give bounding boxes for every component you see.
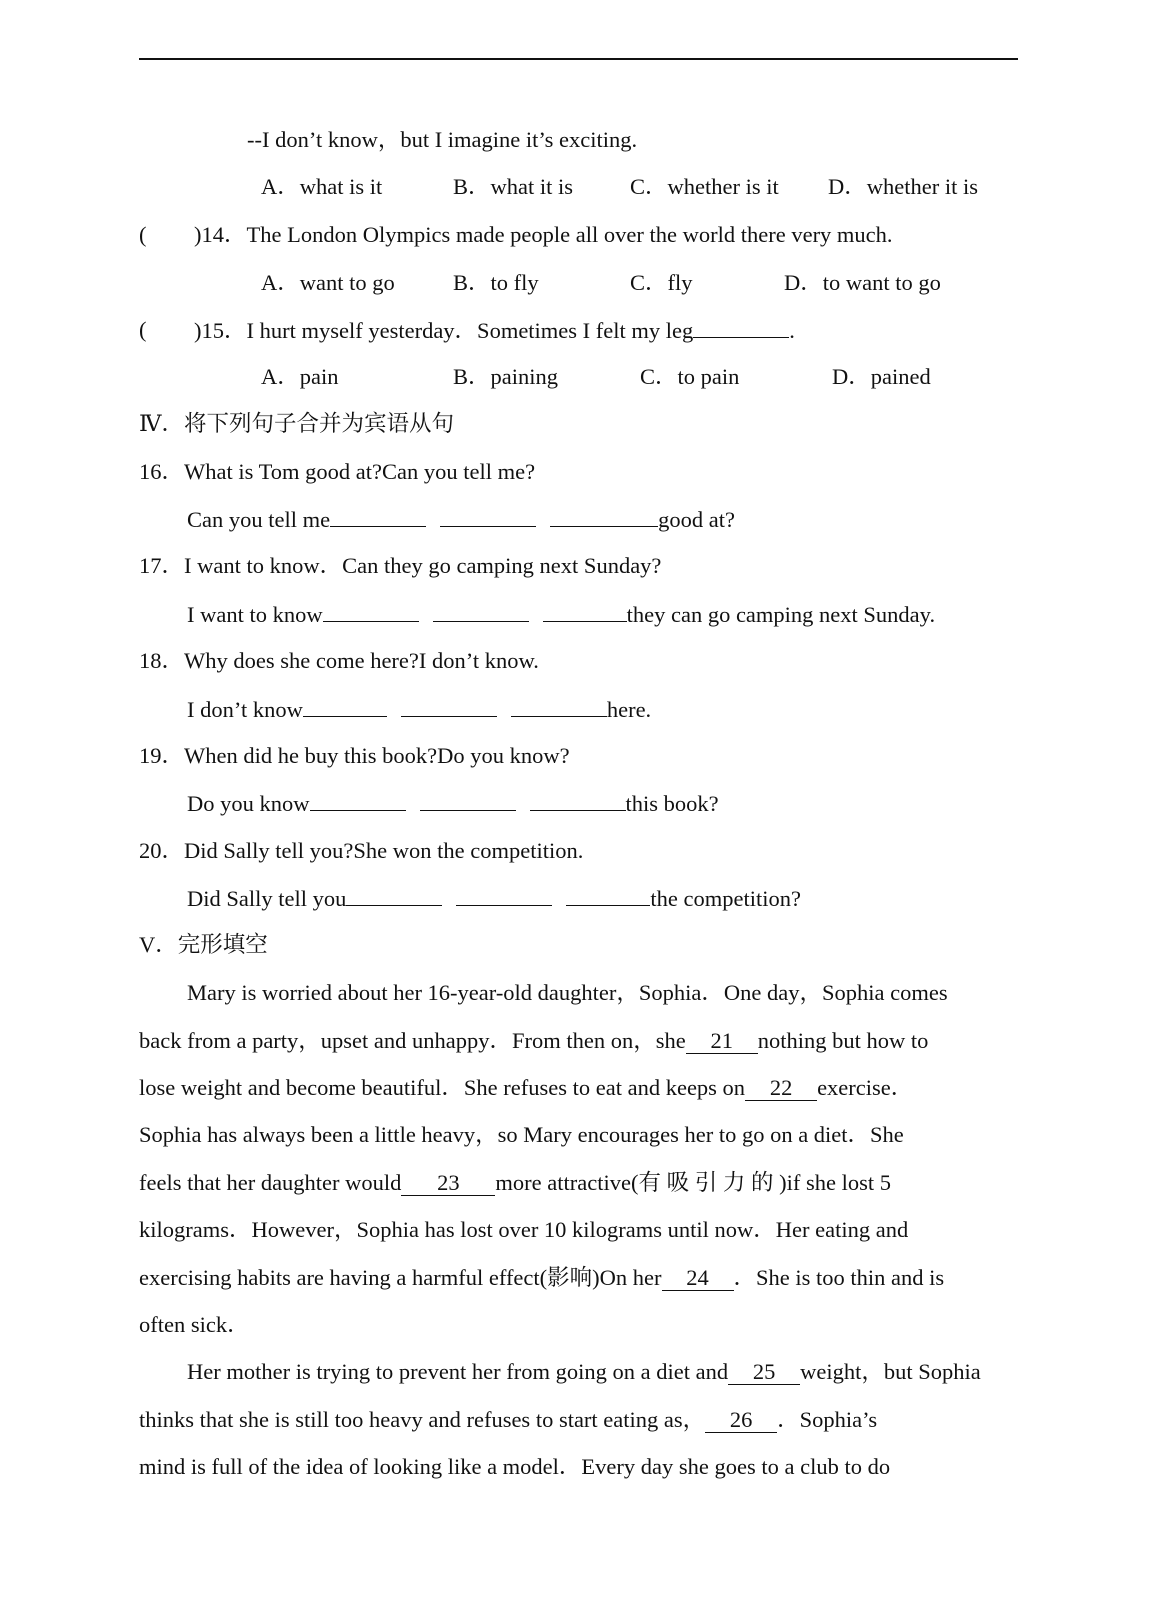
q19-answer-line bbox=[187, 788, 719, 819]
q17-answer-line bbox=[187, 599, 935, 630]
q14-paren: ( bbox=[139, 222, 147, 247]
passage-text: nothing but how to bbox=[757, 1028, 929, 1053]
cloze-blank-26[interactable]: 26 bbox=[705, 1408, 777, 1433]
q20-blank-1[interactable] bbox=[346, 883, 442, 906]
q14-option-a: A．want to go bbox=[261, 270, 395, 295]
passage-p2-line1 bbox=[187, 1357, 981, 1387]
q16-answer-line bbox=[187, 504, 735, 535]
q16-answer-end: good at? bbox=[658, 507, 735, 532]
q19-question: 19．When did he buy this book?Do you know? bbox=[139, 743, 570, 768]
passage-text: Her mother is trying to prevent her from going on a diet and bbox=[187, 1359, 729, 1384]
passage-text: ．Sophia’s bbox=[777, 1407, 878, 1432]
passage-text: weight，but Sophia bbox=[800, 1359, 981, 1384]
cloze-blank-23[interactable]: 23 bbox=[401, 1171, 495, 1196]
passage-text: thinks that she is still too heavy and refuses to start eating as， bbox=[139, 1407, 706, 1432]
q17-blank-3[interactable] bbox=[543, 599, 627, 622]
passage-p1-line7 bbox=[139, 1263, 944, 1293]
q18-blank-2[interactable] bbox=[401, 694, 497, 717]
cloze-blank-21[interactable]: 21 bbox=[686, 1029, 758, 1054]
q13-option-b: B．what it is bbox=[453, 174, 574, 199]
q15-option-d: D．pained bbox=[832, 364, 931, 389]
q18-answer-end: here. bbox=[606, 697, 652, 722]
q17-question: 17．I want to know．Can they go camping next Sunday? bbox=[139, 553, 662, 578]
header-rule bbox=[139, 58, 1018, 60]
q17-answer-start: I want to know bbox=[187, 602, 323, 627]
q14-option-c: C．fly bbox=[630, 270, 693, 295]
q15-end: . bbox=[789, 318, 795, 343]
q19-blank-3[interactable] bbox=[530, 788, 626, 811]
q20-blank-2[interactable] bbox=[456, 883, 552, 906]
q20-answer-end: the competition? bbox=[650, 886, 801, 911]
q13-option-a: A．what is it bbox=[261, 174, 383, 199]
q20-blank-3[interactable] bbox=[566, 883, 650, 906]
q19-answer-end: this book? bbox=[625, 791, 719, 816]
q17-blank-2[interactable] bbox=[433, 599, 529, 622]
passage-p1-line2 bbox=[139, 1026, 928, 1056]
q20-question: 20．Did Sally tell you?She won the competition. bbox=[139, 838, 584, 863]
passage-text: exercising habits are having a harmful effect(影响)On her bbox=[139, 1265, 662, 1290]
q16-answer-start: Can you tell me bbox=[187, 507, 331, 532]
passage-p2-line3: mind is full of the idea of looking like a model．Every day she goes to a club to do bbox=[139, 1454, 891, 1479]
passage-p2-line2 bbox=[139, 1405, 877, 1435]
passage-text: lose weight and become beautiful．She refuses to eat and keeps on bbox=[139, 1075, 746, 1100]
q16-blank-1[interactable] bbox=[330, 504, 426, 527]
section5-heading: V．完形填空 bbox=[139, 932, 268, 957]
q13-answer-line: --I don’t know，but I imagine it’s exciting. bbox=[247, 127, 638, 152]
q20-answer-line bbox=[187, 883, 801, 914]
passage-p1-line4: Sophia has always been a little heavy，so Mary encourages her to go on a diet．She bbox=[139, 1122, 904, 1147]
q15-paren: ( bbox=[139, 317, 147, 342]
cloze-blank-24[interactable]: 24 bbox=[662, 1266, 734, 1291]
q18-answer-start: I don’t know bbox=[187, 697, 303, 722]
passage-p1-line3 bbox=[139, 1073, 913, 1103]
q18-question: 18．Why does she come here?I don’t know. bbox=[139, 648, 539, 673]
q15-line bbox=[194, 315, 795, 346]
passage-p1-line6: kilograms．However，Sophia has lost over 10 kilograms until now．Her eating and bbox=[139, 1217, 909, 1242]
q16-blank-2[interactable] bbox=[440, 504, 536, 527]
q15-blank[interactable] bbox=[693, 315, 789, 338]
passage-text: more attractive(有 吸 引 力 的 )if she lost 5 bbox=[495, 1170, 891, 1195]
q16-question: 16．What is Tom good at?Can you tell me? bbox=[139, 459, 536, 484]
passage-p1-line8: often sick． bbox=[139, 1312, 250, 1337]
q13-option-c: C．whether is it bbox=[630, 174, 779, 199]
passage-text: exercise． bbox=[817, 1075, 914, 1100]
q14-stem: )14．The London Olympics made people all over the world there very much. bbox=[194, 222, 893, 247]
q17-answer-end: they can go camping next Sunday. bbox=[626, 602, 936, 627]
q15-option-c: C．to pain bbox=[640, 364, 740, 389]
q18-blank-3[interactable] bbox=[511, 694, 607, 717]
passage-p1-line1: Mary is worried about her 16-year-old daughter，Sophia．One day，Sophia comes bbox=[187, 980, 948, 1005]
q15-option-b: B．paining bbox=[453, 364, 558, 389]
section4-heading: Ⅳ．将下列句子合并为宾语从句 bbox=[139, 411, 454, 436]
q14-option-b: B．to fly bbox=[453, 270, 539, 295]
passage-text: ．She is too thin and is bbox=[733, 1265, 945, 1290]
q19-blank-1[interactable] bbox=[310, 788, 406, 811]
q15-stem: )15．I hurt myself yesterday．Sometimes I felt my leg bbox=[194, 318, 694, 343]
cloze-blank-22[interactable]: 22 bbox=[745, 1076, 817, 1101]
passage-text: back from a party，upset and unhappy．From then on，she bbox=[139, 1028, 686, 1053]
cloze-blank-25[interactable]: 25 bbox=[728, 1360, 800, 1385]
passage-text: feels that her daughter would bbox=[139, 1170, 402, 1195]
q16-blank-3[interactable] bbox=[550, 504, 658, 527]
q14-option-d: D．to want to go bbox=[784, 270, 941, 295]
passage-p1-line5 bbox=[139, 1168, 891, 1198]
q15-option-a: A．pain bbox=[261, 364, 339, 389]
q19-answer-start: Do you know bbox=[187, 791, 310, 816]
q18-answer-line bbox=[187, 694, 651, 725]
q19-blank-2[interactable] bbox=[420, 788, 516, 811]
q18-blank-1[interactable] bbox=[303, 694, 387, 717]
q17-blank-1[interactable] bbox=[323, 599, 419, 622]
q13-option-d: D．whether it is bbox=[828, 174, 978, 199]
q20-answer-start: Did Sally tell you bbox=[187, 886, 347, 911]
